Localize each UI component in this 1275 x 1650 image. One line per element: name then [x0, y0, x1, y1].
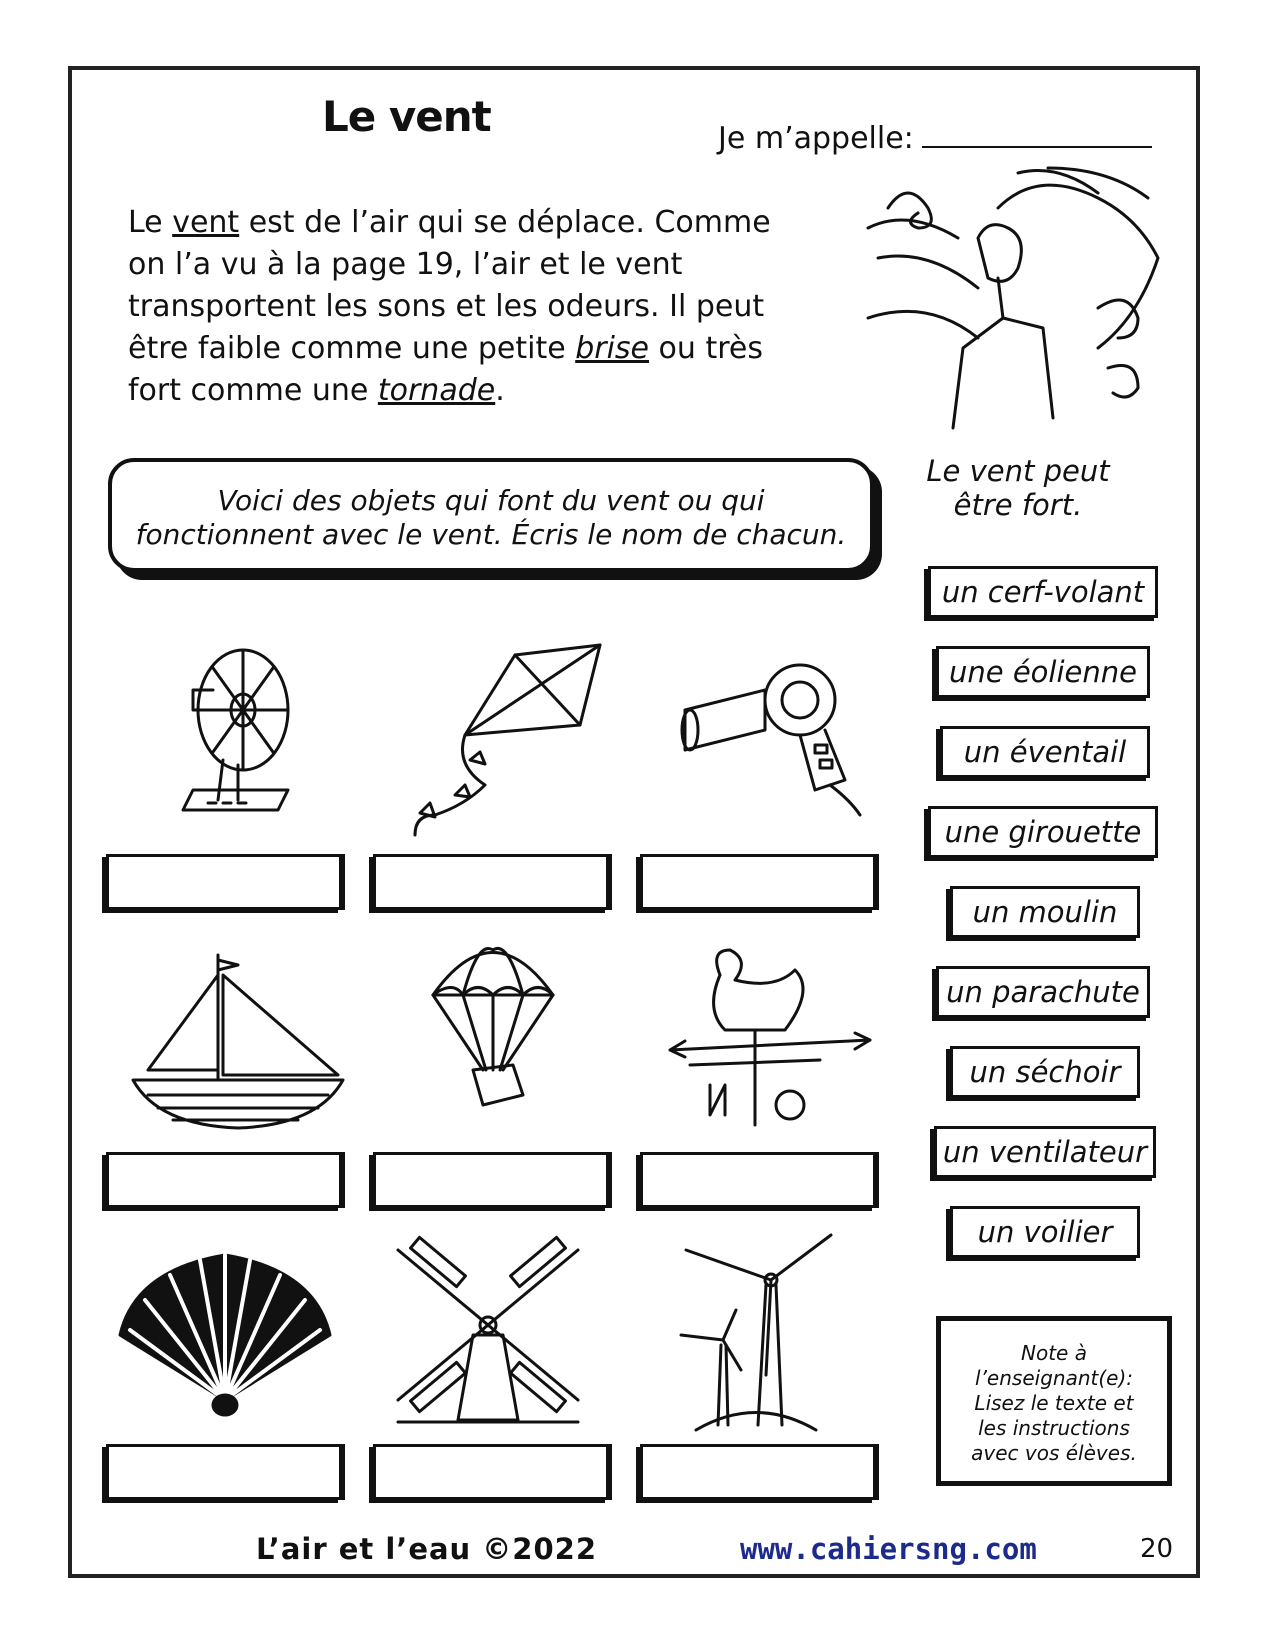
name-label: Je m’appelle:	[718, 121, 914, 156]
intro-text-4: .	[495, 373, 505, 408]
hand-fan-icon	[115, 1250, 335, 1420]
word-bank-item: un voilier	[950, 1206, 1140, 1258]
word-bank-item: une éolienne	[936, 646, 1150, 698]
teacher-note	[936, 1316, 1172, 1486]
word-bank-item: un éventail	[940, 726, 1150, 778]
intro-word-brise: brise	[575, 331, 650, 366]
answer-box[interactable]	[373, 1152, 609, 1208]
note-line-1: Note à	[1021, 1341, 1087, 1365]
answer-box[interactable]	[640, 854, 876, 910]
footer-website-link[interactable]: www.cahiersng.com	[740, 1532, 1037, 1566]
name-blank[interactable]	[922, 118, 1152, 148]
illustration-caption	[918, 454, 1118, 522]
intro-paragraph	[128, 202, 788, 412]
answer-box[interactable]	[373, 854, 609, 910]
name-field[interactable]	[718, 118, 1152, 156]
note-line-2: l’enseignant(e):	[975, 1366, 1133, 1390]
caption-line-1: Le vent peut	[926, 454, 1110, 488]
sailboat-icon	[128, 950, 348, 1130]
kite-icon	[405, 645, 605, 835]
caption-line-2: être fort.	[953, 488, 1083, 522]
instructions-box	[108, 458, 874, 572]
answer-box[interactable]	[640, 1444, 876, 1500]
footer-title: L’air et l’eau ©2022	[256, 1532, 598, 1566]
intro-text-1: Le	[128, 205, 173, 240]
word-bank-item: un séchoir	[950, 1046, 1140, 1098]
intro-text-3: ou très fort comme une	[128, 331, 763, 408]
word-bank-item: un cerf-volant	[928, 566, 1158, 618]
answer-box[interactable]	[106, 854, 342, 910]
answer-box[interactable]	[106, 1444, 342, 1500]
answer-box[interactable]	[640, 1152, 876, 1208]
note-line-3: Lisez le texte et	[974, 1391, 1134, 1415]
instructions-line-1: Voici des objets qui font du vent ou qui	[217, 484, 765, 517]
word-bank-item: une girouette	[928, 806, 1158, 858]
wind-turbine-icon	[676, 1225, 836, 1430]
page-number: 20	[1140, 1534, 1174, 1564]
page-title: Le vent	[322, 92, 491, 141]
hair-dryer-icon	[680, 660, 880, 820]
fan-icon	[168, 640, 298, 830]
instructions-line-2: fonctionnent avec le vent. Écris le nom de chacun.	[135, 518, 847, 551]
windmill-icon	[388, 1240, 588, 1430]
note-line-5: avec vos élèves.	[971, 1441, 1137, 1465]
word-bank-item: un ventilateur	[934, 1126, 1156, 1178]
note-line-4: les instructions	[978, 1416, 1130, 1440]
intro-text-2: est de l’air qui se déplace. Comme on l’a vu à la page 19, l’air et le vent transportent les sons et les odeurs. Il peut être faible comme une petite	[128, 205, 771, 366]
parachute-icon	[428, 940, 558, 1130]
intro-word-vent: vent	[172, 205, 240, 240]
answer-box[interactable]	[106, 1152, 342, 1208]
word-bank-item: un moulin	[950, 886, 1140, 938]
word-bank-item: un parachute	[936, 966, 1150, 1018]
intro-word-tornade: tornade	[377, 373, 496, 408]
weathervane-icon	[670, 945, 870, 1130]
answer-box[interactable]	[373, 1444, 609, 1500]
windy-girl-icon	[868, 168, 1168, 438]
